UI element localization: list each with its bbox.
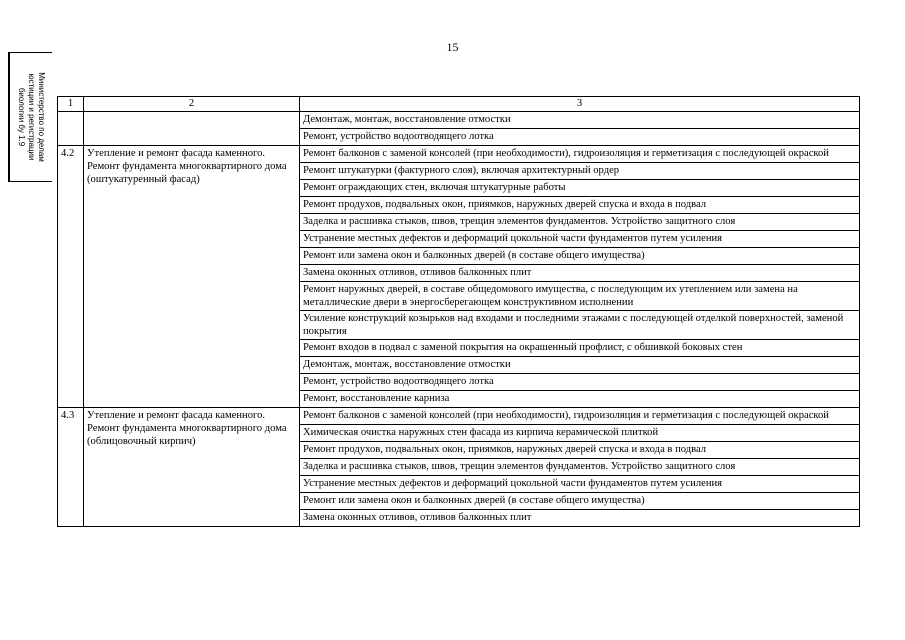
work-cell: Демонтаж, монтаж, восстановление отмостки [300,357,860,374]
column-header-3: 3 [300,97,860,112]
section-title: Утепление и ремонт фасада каменного. Ремонт фундамента многоквартирного дома (оштукатуренный фасад) [84,146,300,408]
work-cell: Замена оконных отливов, отливов балконных плит [300,510,860,527]
section-title: Утепление и ремонт фасада каменного. Ремонт фундамента многоквартирного дома (облицовочный кирпич) [84,408,300,527]
work-cell: Ремонт балконов с заменой консолей (при необходимости), гидроизоляция и герметизация с последующей окраской [300,408,860,425]
table-row [58,408,860,425]
stamp-line: Министерство по делам [37,72,46,162]
work-cell: Устранение местных дефектов и деформаций цокольной части фундаментов путем усиления [300,476,860,493]
work-cell: Ремонт или замена окон и балконных дверей (в составе общего имущества) [300,493,860,510]
page-number: 15 [446,40,459,54]
work-cell: Ремонт наружных дверей, в составе общедомового имущества, с последующим их утеплением или замена на металлические двери в энергосберегающем конструктивном исполнении [300,282,860,311]
work-cell: Заделка и расшивка стыков, швов, трещин элементов фундаментов. Устройство защитного слоя [300,214,860,231]
stamp-line: юстиции и регистрации [27,73,36,161]
work-cell: Замена оконных отливов, отливов балконных плит [300,265,860,282]
work-cell: Заделка и расшивка стыков, швов, трещин элементов фундаментов. Устройство защитного слоя [300,459,860,476]
work-cell: Ремонт ограждающих стен, включая штукатурные работы [300,180,860,197]
table-row [58,112,860,129]
work-cell: Ремонт продухов, подвальных окон, приямков, наружных дверей спуска и входа в подвал [300,197,860,214]
work-cell: Ремонт штукатурки (фактурного слоя), включая архитектурный ордер [300,163,860,180]
work-cell: Ремонт, устройство водоотводящего лотка [300,374,860,391]
work-cell: Усиление конструкций козырьков над входами и последними этажами с последующей отделкой поверхностей, заменой покрытия [300,311,860,340]
work-cell: Ремонт или замена окон и балконных дверей (в составе общего имущества) [300,248,860,265]
table-row [58,146,860,163]
table-body [58,112,860,527]
works-table [57,96,860,527]
work-cell: Химическая очистка наружных стен фасада из кирпича керамической плиткой [300,425,860,442]
empty-title-cell [84,112,300,146]
work-cell: Демонтаж, монтаж, восстановление отмостки [300,112,860,129]
column-header-2: 2 [84,97,300,112]
work-cell: Ремонт продухов, подвальных окон, приямков, наружных дверей спуска и входа в подвал [300,442,860,459]
work-cell: Устранение местных дефектов и деформаций цокольной части фундаментов путем усиления [300,231,860,248]
column-header-1: 1 [58,97,84,112]
table-header-row [58,97,860,112]
stamp-text [16,52,46,182]
work-cell: Ремонт, устройство водоотводящего лотка [300,129,860,146]
empty-num-cell [58,112,84,146]
work-cell: Ремонт, восстановление карниза [300,391,860,408]
work-cell: Ремонт входов в подвал с заменой покрытия на окрашенный профлист, с обшивкой боковых стен [300,340,860,357]
section-number: 4.3 [58,408,84,527]
work-cell: Ремонт балконов с заменой консолей (при необходимости), гидроизоляция и герметизация с последующей окраской [300,146,860,163]
section-number: 4.2 [58,146,84,408]
registration-stamp [8,52,52,182]
stamp-line: биологии бу 1.9 [17,87,26,147]
